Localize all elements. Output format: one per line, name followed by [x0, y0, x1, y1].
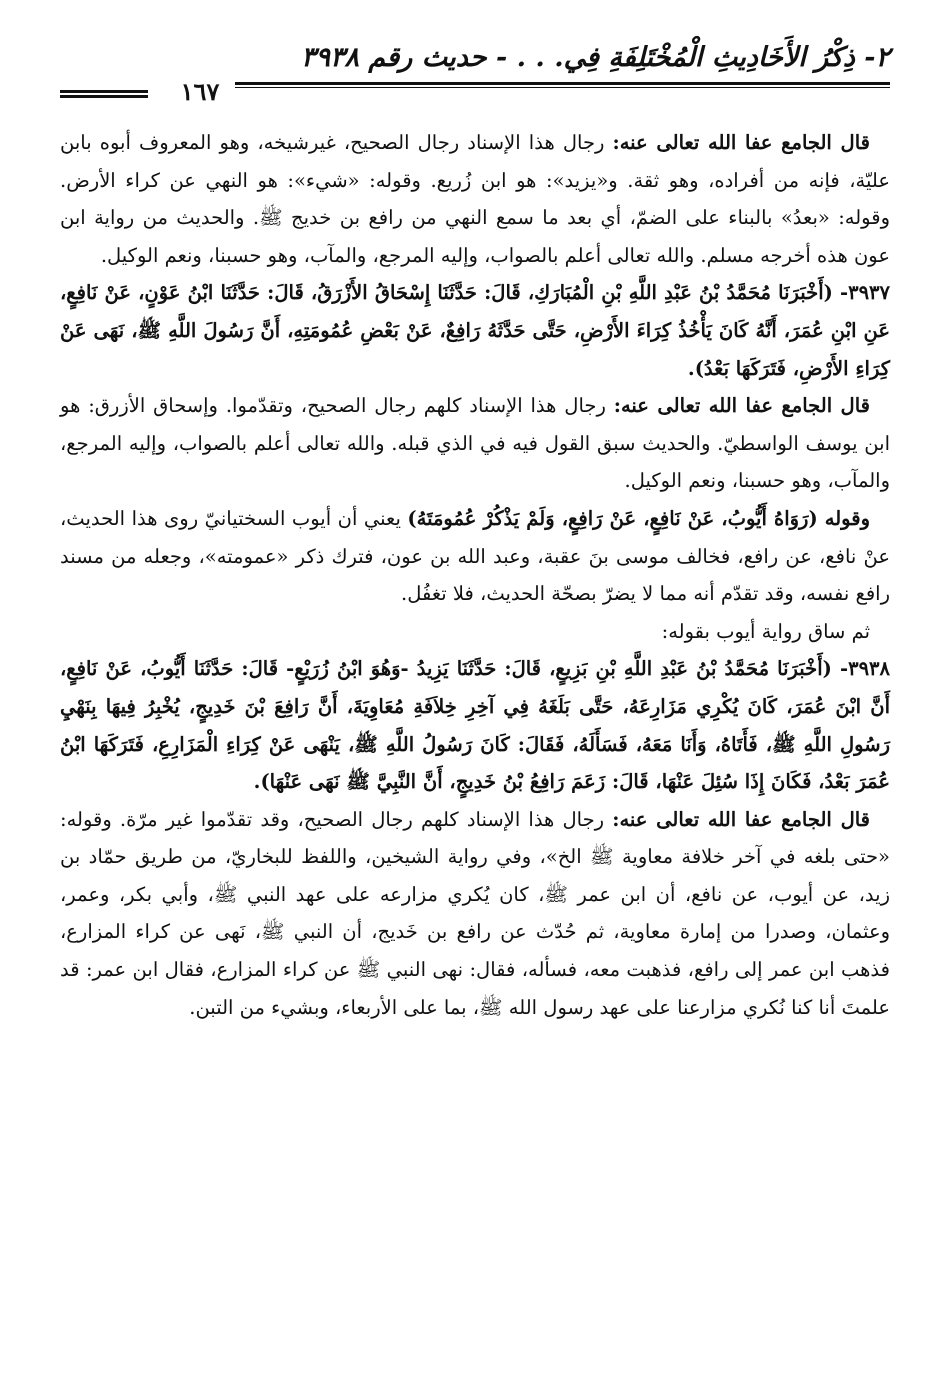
hadith-3938 — [60, 650, 890, 800]
hadith-text: (أَخْبَرَنَا مُحَمَّدُ بْنُ عَبْدِ اللَّهِ بْنِ بَزِيعٍ، قَالَ: حَدَّثَنَا يَزِيدُ -وَهُوَ ابْنُ زُرَيْعٍ- قَالَ: حَدَّثَنَا أَيُّوبُ، عَنْ نَافِعٍ، أَنَّ ابْنَ عُمَرَ، كَانَ يُكْرِي مَزَارِعَهُ، حَتَّى بَلَغَهُ فِي آخِرِ خِلاَفَةِ مُعَاوِيَةَ، أَنَّ رَافِعَ بْنَ خَدِيجٍ، يُخْبِرُ فِيهَا بِنَهْيِ رَسُولِ اللَّهِ ﷺ، فَأَتَاهُ، وَأَنَا مَعَهُ، فَسَأَلَهُ، فَقَالَ: كَانَ رَسُولُ اللَّهِ ﷺ، يَنْهَى عَنْ كِرَاءِ الْمَزَارِعِ، فَتَرَكَهَا ابْنُ عُمَرَ بَعْدُ، فَكَانَ إِذَا سُئِلَ عَنْهَا، قَالَ: زَعَمَ رَافِعُ بْنُ خَدِيجٍ، أَنَّ النَّبِيَّ ﷺ نَهَى عَنْهَا). — [60, 657, 890, 794]
paragraph-text: يعني أن أيوب السختيانيّ روى هذا الحديث، عنْ نافع، عن رافع، فخالف موسى بنَ عقبة، وعبد الله بن عون، فترك ذكر «عمومته»، وجعله من مسند رافع نفسه، وقد تقدّم أنه مما لا يضرّ بصحّة الحديث، فلا تغفُل. — [60, 506, 890, 606]
header-rule-left — [60, 90, 148, 98]
header-rule — [235, 82, 890, 88]
hadith-text: (أَخْبَرَنَا مُحَمَّدُ بْنُ عَبْدِ اللَّهِ بْنِ الْمُبَارَكِ، قَالَ: حَدَّثَنَا إِسْحَاقُ الأَزْرَقُ، قَالَ: حَدَّثَنَا ابْنُ عَوْنٍ، عَنْ نَافِعٍ، عَنِ ابْنِ عُمَرَ، أَنَّهُ كَانَ يَأْخُذُ كِرَاءَ الأَرْضِ، حَتَّى حَدَّثَهُ رَافِعٌ، عَنْ بَعْضِ عُمُومَتِهِ، أَنَّ رَسُولَ اللَّهِ ﷺ، نَهَى عَنْ كِرَاءِ الأَرْضِ، فَتَرَكَهَا بَعْدُ). — [60, 281, 890, 380]
body-text — [60, 124, 890, 1026]
page-header — [60, 38, 890, 108]
page-number: ١٦٧ — [180, 77, 220, 106]
paragraph-lead: قال الجامع عفا الله تعالى عنه: — [613, 394, 870, 418]
paragraph-lead: وقوله (رَوَاهُ أَيُّوبُ، عَنْ نَافِعٍ، عَنْ رَافِعٍ، وَلَمْ يَذْكُرْ عُمُومَتَهُ) — [407, 506, 870, 530]
commentary-paragraph — [60, 124, 890, 274]
hadith-number: ٣٩٣٧- — [840, 281, 890, 305]
paragraph-text: ثم ساق رواية أيوب بقوله: — [661, 619, 870, 643]
intro-line — [60, 613, 890, 651]
running-title: ٢- ذِكْرُ الأَخَادِيثِ الْمُخْتَلِفَةِ فِي. . . - حديث رقم ٣٩٣٨ — [301, 42, 890, 73]
paragraph-text: رجال هذا الإسناد كلهم رجال الصحيح، وقد تقدّموا غير مرّة. وقوله: «حتى بلغه في آخر خلافة معاوية ﷺ الخ»، وفي رواية الشيخين، واللفظ للبخاريّ، من طريق حمّاد بن زيد، عن أيوب، عن نافع، أن ابن عمر ﷺ، كان يُكري مزارعه على عهد النبي ﷺ، وأبي بكر، وعمر، وعثمان، وصدرا من إمارة معاوية، ثم حُدّث عن رافع بن خَديج، أن النبي ﷺ، نَهى عن كراء المزارع، فذهب ابن عمر إلى رافع، فذهبت معه، فسأله، فقال: نهى النبي ﷺ عن كراء المزارع، فقال ابن عمر: قد علمتَ أنا كنا نُكري مزارعنا على عهد رسول الله ﷺ، بما على الأربعاء، وبشيء من التبن. — [60, 807, 890, 1019]
paragraph-lead: قال الجامع عفا الله تعالى عنه: — [612, 131, 870, 154]
hadith-3937 — [60, 274, 890, 387]
paragraph-text: رجال هذا الإسناد كلهم رجال الصحيح، وتقدّموا. وإسحاق الأزرق: هو ابن يوسف الواسطيّ. والحديث سبق القول فيه في الذي قبله. والله تعالى أعلم بالصواب، وإليه المرجع، والمآب، وهو حسبنا، ونعم الوكيل. — [60, 394, 890, 493]
commentary-paragraph — [60, 387, 890, 500]
paragraph-text: رجال هذا الإسناد رجال الصحيح، غيرشيخه، وهو المعروف أبوه بابن عليّة، فإنه من أفراده، وهو ثقة. و«يزيد»: هو ابن زُريع. وقوله: «شيء»: هو النهي عن كراء الأرض. وقوله: «بعدُ» بالبناء على الضمّ، أي بعد ما سمع النهي من رافع بن خديج ﷺ. والحديث من رواية ابن عون هذه أخرجه مسلم. والله تعالى أعلم بالصواب، وإليه المرجع، والمآب، وهو حسبنا، ونعم الوكيل. — [60, 131, 890, 267]
book-page — [60, 38, 890, 1358]
hadith-number: ٣٩٣٨- — [840, 657, 890, 681]
paragraph-lead: قال الجامع عفا الله تعالى عنه: — [612, 807, 870, 831]
commentary-paragraph — [60, 500, 890, 613]
commentary-paragraph — [60, 801, 890, 1027]
